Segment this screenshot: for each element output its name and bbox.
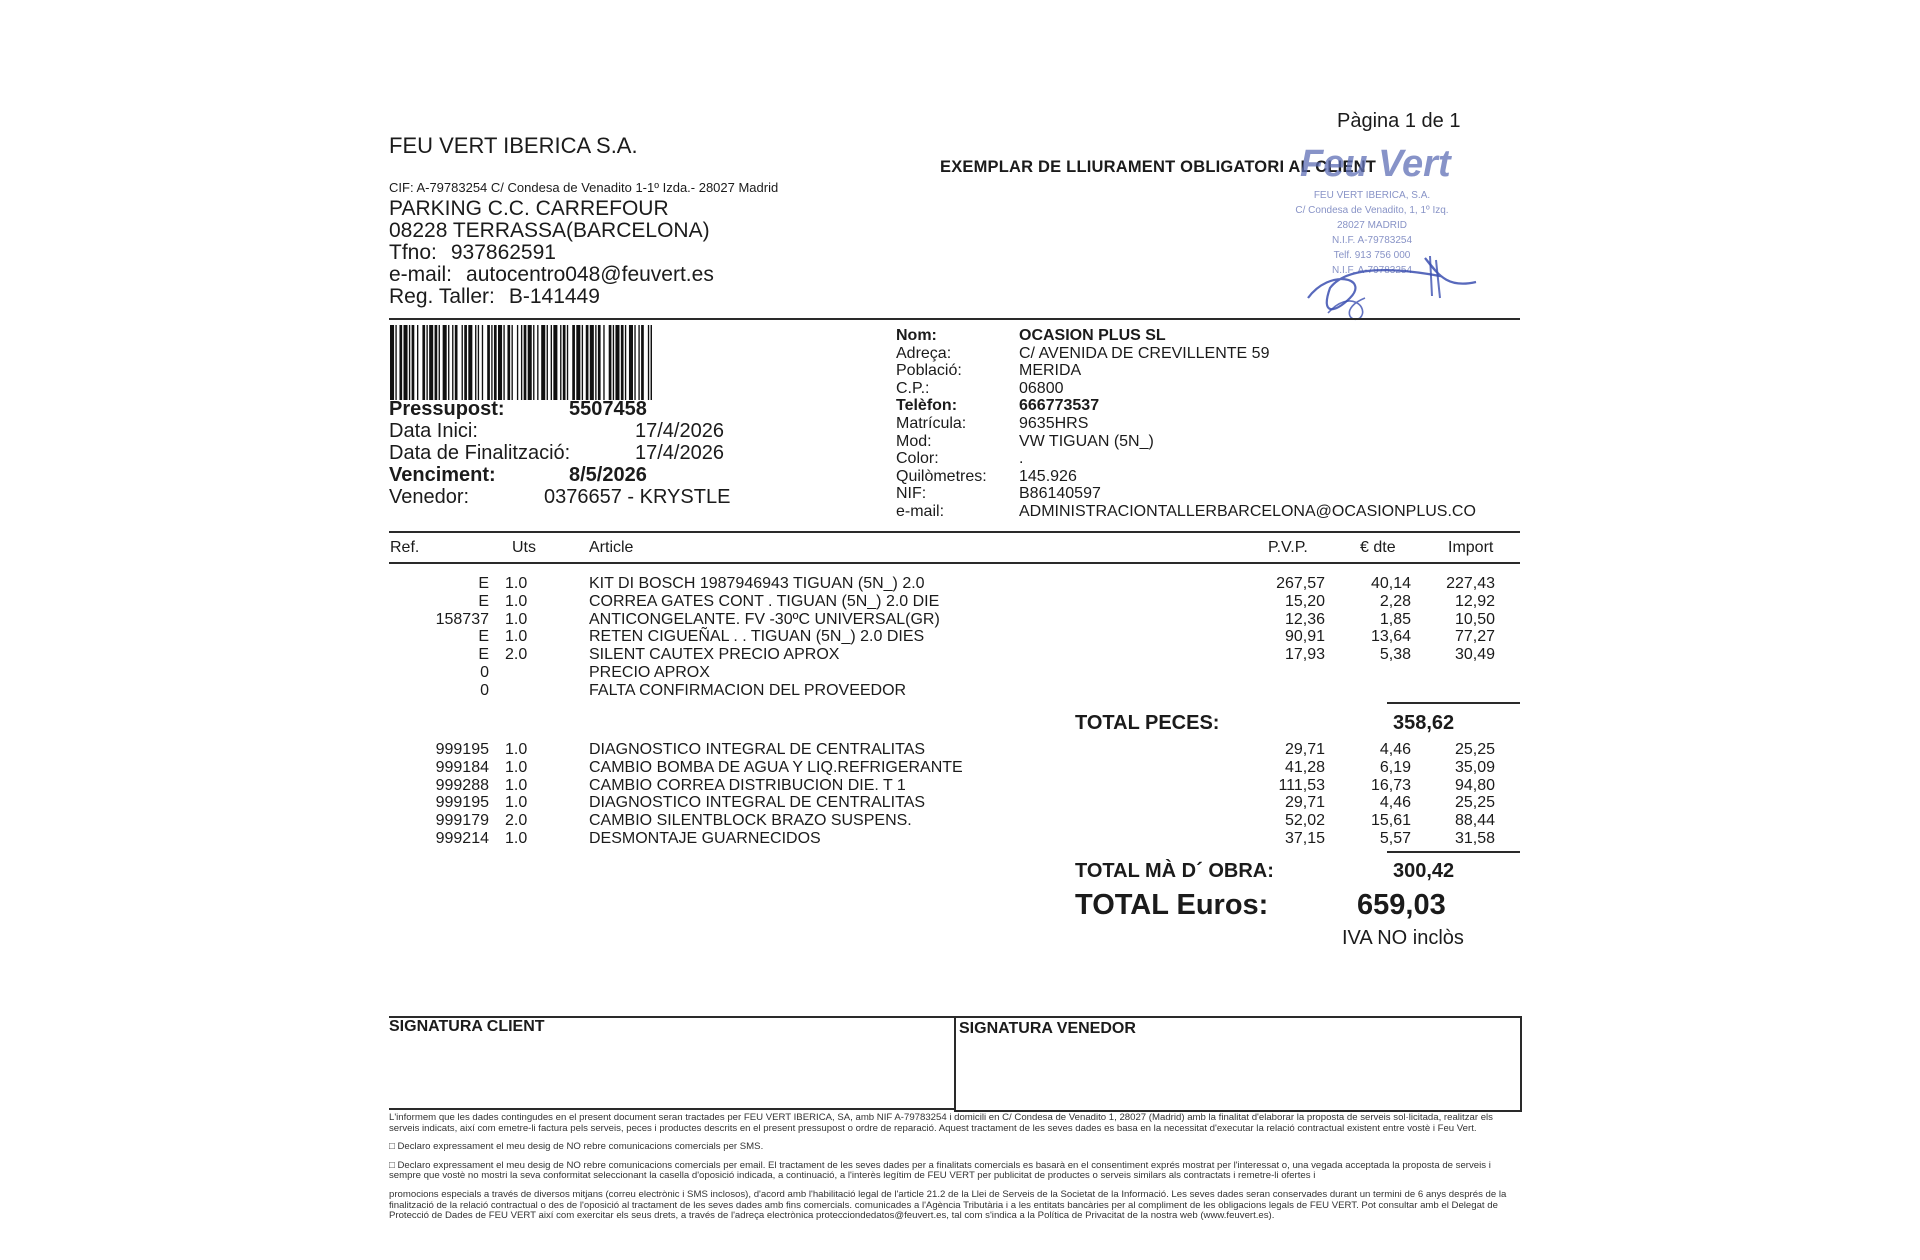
barcode-bar: [404, 325, 408, 400]
client-signature-label: SIGNATURA CLIENT: [389, 1018, 545, 1035]
parts-table: [389, 575, 1509, 700]
company-stamp: [1290, 138, 1480, 328]
cell-article: DIAGNOSTICO INTEGRAL DE CENTRALITAS: [589, 741, 926, 758]
legal-paragraph: □ Declaro expressament el meu desig de NO rebre comunicacions comercials per SMS.: [389, 1141, 764, 1153]
cell-ref: E: [478, 628, 489, 646]
customer-field-value: 666773537: [1019, 397, 1100, 415]
barcode-bar: [487, 325, 490, 400]
cell-discount: 5,38: [1379, 646, 1411, 664]
total-parts-value: 358,62: [1393, 712, 1455, 734]
barcode-bar: [521, 325, 522, 400]
barcode-bar: [651, 325, 652, 400]
cell-article: PRECIO APROX: [589, 663, 710, 681]
customer-details: [896, 327, 1526, 521]
barcode-bar: [512, 325, 513, 400]
company-phone-row: [389, 242, 714, 264]
cell-article: KIT DI BOSCH 1987946943 TIGUAN (5N_) 2.0: [589, 575, 925, 592]
customer-field-label: Quilòmetres:: [896, 467, 987, 485]
pressupost-row: [389, 398, 839, 420]
barcode-bar: [399, 325, 402, 400]
start-date-label: Data Inici:: [389, 420, 478, 442]
seller-signature-box[interactable]: [954, 1016, 1522, 1112]
cell-article: CAMBIO SILENTBLOCK BRAZO SUSPENS.: [589, 812, 912, 830]
company-name: FEU VERT IBERICA S.A.: [389, 133, 638, 158]
cell-ref: E: [478, 592, 489, 610]
svg-text:28027 MADRID: 28027 MADRID: [1336, 220, 1408, 231]
cell-article: DESMONTAJE GUARNECIDOS: [589, 829, 821, 847]
barcode-bar: [443, 325, 447, 400]
customer-row: [896, 380, 1526, 398]
company-address: [389, 198, 714, 308]
customer-row: [896, 362, 1526, 380]
svg-text:C/ Condesa de Venadito, 1, 1º: C/ Condesa de Venadito, 1, 1º Izq.: [1295, 205, 1449, 216]
cell-pvp: 90,91: [1284, 628, 1325, 646]
cell-article: DIAGNOSTICO INTEGRAL DE CENTRALITAS: [589, 794, 926, 812]
table-row: [389, 777, 1509, 795]
customer-field-label: Mod:: [896, 432, 932, 450]
cell-pvp: 37,15: [1284, 829, 1325, 847]
grand-total-label: TOTAL Euros:: [1075, 889, 1269, 921]
cell-import: 31,58: [1454, 829, 1495, 847]
cell-units: 1.0: [505, 628, 528, 646]
col-header-uts: Uts: [512, 539, 536, 556]
table-row: [389, 646, 1509, 664]
table-row: [389, 575, 1509, 593]
reg-label: Reg. Taller:: [389, 285, 495, 308]
barcode-bar: [528, 325, 532, 400]
cell-ref: 999179: [435, 812, 489, 830]
seller-value: 0376657 - KRYSTLE: [544, 486, 731, 508]
barcode-bar: [475, 325, 476, 400]
cell-units: 1.0: [505, 758, 528, 776]
barcode-bar: [560, 325, 561, 400]
customer-field-value: B86140597: [1019, 485, 1101, 503]
cell-ref: 999214: [435, 829, 489, 847]
customer-field-label: e-mail:: [896, 502, 945, 520]
customer-field-label: Nom:: [896, 327, 937, 344]
barcode-bar: [503, 325, 504, 400]
customer-field-label: NIF:: [896, 485, 927, 503]
barcode-bar: [648, 325, 649, 400]
cell-units: 1.0: [505, 794, 528, 812]
barcode-bar: [426, 325, 427, 400]
end-date: 17/4/2026: [635, 442, 724, 464]
cell-import: 10,50: [1454, 610, 1495, 628]
cell-article: SILENT CAUTEX PRECIO APROX: [589, 646, 840, 664]
barcode-bar: [576, 325, 580, 400]
customer-row: [896, 397, 1526, 415]
cell-article: FALTA CONFIRMACION DEL PROVEEDOR: [589, 681, 907, 699]
total-labour-value: 300,42: [1393, 860, 1455, 882]
seller-signature-label: SIGNATURA VENEDOR: [959, 1020, 1136, 1037]
barcode-bar: [412, 325, 415, 400]
legal-notice: [389, 1113, 1519, 1230]
svg-text:N.I.F. A-79783254: N.I.F. A-79783254: [1331, 265, 1413, 276]
customer-row: [896, 433, 1526, 451]
due-date-label: Venciment:: [389, 464, 496, 486]
customer-field-value: ADMINISTRACIONTALLERBARCELONA@OCASIONPLUS.CO: [1019, 502, 1476, 520]
barcode-bar: [448, 325, 449, 400]
cell-discount: 1,85: [1379, 610, 1411, 628]
total-parts-rule: [1387, 702, 1520, 704]
col-header-ref: Ref.: [390, 539, 420, 556]
legal-paragraph: L'informem que les dades contingudes en el present document seran tractades per FEU VERT IBERICA, SA, amb NIF A-79783254 i domicili en C/ Condesa de Venadito 1, 28027 (Madrid) amb la finalitat d'elaborar la proposta de serveis sol·licitada, realitzar els serveis indicats, així com emetre-li factura pels serveis, peces i productes descrits en el present pressupost o ordre de reparació. Aquest tractament de les seves dades es basa en la necessitat d'executar la relació contractual existent entre vostè i Feu Vert.: [389, 1112, 1493, 1134]
company-email-row: [389, 264, 714, 286]
barcode-bar: [567, 325, 568, 400]
cell-discount: 15,61: [1370, 812, 1411, 830]
barcode-bar: [462, 325, 463, 400]
cell-pvp: 17,93: [1284, 646, 1325, 664]
customer-field-value: VW TIGUAN (5N_): [1019, 432, 1154, 450]
barcode-bar: [563, 325, 566, 400]
labour-table: [389, 741, 1509, 848]
col-header-pvp: P.V.P.: [1268, 539, 1308, 556]
customer-row: [896, 327, 1526, 345]
start-date-row: [389, 420, 839, 442]
barcode: [390, 325, 652, 400]
table-row: [389, 628, 1509, 646]
total-labour-rule: [1387, 851, 1520, 853]
barcode-bar: [547, 325, 548, 400]
col-header-article: Article: [589, 539, 634, 556]
barcode-bar: [429, 325, 433, 400]
cell-pvp: 15,20: [1284, 592, 1325, 610]
customer-row: [896, 485, 1526, 503]
barcode-bar: [494, 325, 497, 400]
table-row: [389, 830, 1509, 848]
barcode-bar: [455, 325, 458, 400]
customer-row: [896, 503, 1526, 521]
cell-article: CORREA GATES CONT . TIGUAN (5N_) 2.0 DIE: [589, 592, 940, 610]
customer-field-value: OCASION PLUS SL: [1019, 327, 1166, 344]
customer-field-value: 145.926: [1019, 467, 1077, 485]
cell-discount: 4,46: [1379, 741, 1411, 758]
customer-row: [896, 468, 1526, 486]
barcode-bar: [621, 325, 624, 400]
barcode-bar: [613, 325, 614, 400]
barcode-bar: [498, 325, 502, 400]
customer-field-label: Població:: [896, 362, 962, 380]
client-signature-box[interactable]: [389, 1016, 954, 1110]
cell-pvp: 12,36: [1284, 610, 1325, 628]
cell-units: 2.0: [505, 812, 528, 830]
table-row: [389, 611, 1509, 629]
table-row: [389, 759, 1509, 777]
cell-import: 77,27: [1454, 628, 1495, 646]
barcode-bar: [435, 325, 438, 400]
cell-ref: 999288: [435, 776, 489, 794]
due-date-row: [389, 464, 839, 486]
seller-row: [389, 486, 839, 508]
page-number: Pàgina 1 de 1: [1337, 110, 1461, 132]
cell-units: 1.0: [505, 741, 528, 758]
barcode-bar: [491, 325, 492, 400]
cell-discount: 5,57: [1379, 829, 1411, 847]
cell-article: CAMBIO BOMBA DE AGUA Y LIQ.REFRIGERANTE: [589, 758, 963, 776]
barcode-bar: [533, 325, 534, 400]
due-date: 8/5/2026: [569, 464, 647, 486]
cell-pvp: 41,28: [1284, 758, 1325, 776]
barcode-bar: [439, 325, 440, 400]
barcode-bar: [468, 325, 472, 400]
address-line: PARKING C.C. CARREFOUR: [389, 197, 669, 220]
cell-import: 88,44: [1454, 812, 1495, 830]
cell-ref: 0: [480, 663, 489, 681]
barcode-bar: [609, 325, 612, 400]
barcode-bar: [537, 325, 538, 400]
cell-ref: 999195: [435, 794, 489, 812]
cell-article: RETEN CIGUEÑAL . . TIGUAN (5N_) 2.0 DIES: [589, 628, 925, 646]
customer-field-value: C/ AVENIDA DE CREVILLENTE 59: [1019, 344, 1270, 362]
barcode-bar: [464, 325, 467, 400]
total-labour-label: TOTAL MÀ D´ OBRA:: [1075, 860, 1274, 882]
barcode-bar: [452, 325, 453, 400]
barcode-bar: [409, 325, 410, 400]
stamp-logo: Feu Vert: [1300, 143, 1451, 185]
barcode-bar: [572, 325, 575, 400]
cell-pvp: 29,71: [1284, 741, 1325, 758]
cell-ref: E: [478, 646, 489, 664]
cell-pvp: 52,02: [1284, 812, 1325, 830]
barcode-bar: [629, 325, 633, 400]
customer-row: [896, 415, 1526, 433]
cell-discount: 4,46: [1379, 794, 1411, 812]
cell-ref: 158737: [435, 610, 489, 628]
total-parts-label: TOTAL PECES:: [1075, 712, 1220, 734]
cell-units: 1.0: [505, 575, 528, 592]
cell-import: 35,09: [1454, 758, 1495, 776]
pressupost-number: 5507458: [569, 398, 647, 420]
barcode-bar: [598, 325, 601, 400]
cell-units: 1.0: [505, 610, 528, 628]
company-phone: 937862591: [450, 241, 556, 264]
col-header-import: Import: [1448, 539, 1494, 556]
cell-discount: 40,14: [1370, 575, 1411, 592]
cell-discount: 2,28: [1379, 592, 1411, 610]
cell-import: 25,25: [1454, 741, 1495, 758]
cell-import: 30,49: [1454, 646, 1495, 664]
svg-text:FEU VERT IBERICA, S.A.: FEU VERT IBERICA, S.A.: [1313, 190, 1431, 201]
cell-article: ANTICONGELANTE. FV -30ºC UNIVERSAL(GR): [589, 610, 940, 628]
cell-import: 25,25: [1454, 794, 1495, 812]
customer-field-label: Matrícula:: [896, 414, 967, 432]
cell-pvp: 111,53: [1278, 776, 1325, 794]
barcode-bar: [541, 325, 545, 400]
customer-field-value: 06800: [1019, 379, 1064, 397]
col-header-discount: € dte: [1360, 539, 1396, 556]
barcode-bar: [641, 325, 644, 400]
cell-ref: 999184: [435, 758, 489, 776]
barcode-bar: [615, 325, 619, 400]
header-divider: [389, 318, 1520, 320]
barcode-bar: [395, 325, 396, 400]
table-row: [389, 741, 1509, 759]
barcode-bar: [553, 325, 557, 400]
customer-field-label: C.P.:: [896, 379, 930, 397]
barcode-bar: [551, 325, 552, 400]
cell-ref: 999195: [435, 741, 489, 758]
cell-import: 12,92: [1454, 592, 1495, 610]
barcode-bar: [634, 325, 635, 400]
barcode-bar: [524, 325, 527, 400]
table-row: [389, 664, 1509, 682]
cell-units: 1.0: [505, 776, 528, 794]
cell-units: 1.0: [505, 829, 528, 847]
cell-article: CAMBIO CORREA DISTRIBUCION DIE. T 1: [589, 776, 906, 794]
pressupost-label: Pressupost:: [389, 398, 505, 420]
legal-paragraph: promocions especials a través de diversos mitjans (correu electrònic i SMS inclosos), d'acord amb l'habilitació legal de l'article 21.2 de la Llei de Serveis de la Societat de la Informació. Les seves dades seran conservades durant un termini de 6 anys després de la finalització de la relació contractual o des de l'oposició al tractament de les seves dades amb fins comercials. comunicades a l'Agència Tributària i a les entitats bancàries per al compliment de les obligacions legals de FEU VERT. Pot consultar amb el Delegat de Protecció de Dades de FEU VERT així com exercitar els seus drets, a través de l'adreça electrònica protecciondedatos@feuvert.es, tal com s'indica a la Política de Privacitat de la nostra web (www.feuvert.es).: [389, 1188, 1507, 1222]
barcode-bar: [625, 325, 626, 400]
legal-paragraph: □ Declaro expressament el meu desig de NO rebre comunicacions comercials per email. El tractament de les seves dades per a finalitats comercials es basarà en el consentiment exprés mostrat per l'interessat o, una vegada acceptada la proposta de serveis i sempre que vostè no mostri la seva conformitat seleccionant la casella d'oposició indicada, a continuació, a l'interès legítim de FEU VERT per publicitat de productes o serveis similars als contractats i remetre-li ofertes i: [389, 1159, 1491, 1182]
barcode-bar: [586, 325, 589, 400]
phone-label: Tfno:: [389, 241, 437, 264]
company-reg-row: [389, 286, 714, 308]
barcode-bar: [582, 325, 583, 400]
customer-row: [896, 450, 1526, 468]
grand-total-value: 659,03: [1357, 889, 1446, 921]
customer-field-value: .: [1019, 450, 1024, 468]
barcode-bar: [603, 325, 604, 400]
customer-field-label: Telèfon:: [896, 397, 958, 415]
document-meta: [389, 398, 839, 508]
signature-top-rule: [389, 1016, 954, 1018]
company-cif: CIF: A-79783254 C/ Condesa de Venadito 1-1º Izda.- 28027 Madrid: [389, 180, 779, 195]
barcode-bar: [390, 325, 394, 400]
table-row: [389, 812, 1509, 830]
email-label: e-mail:: [389, 263, 453, 286]
cell-import: 227,43: [1446, 575, 1495, 592]
end-date-row: [389, 442, 839, 464]
customer-field-label: Adreça:: [896, 344, 952, 362]
barcode-bar: [595, 325, 596, 400]
barcode-bar: [478, 325, 479, 400]
barcode-bar: [422, 325, 425, 400]
table-row: [389, 682, 1509, 700]
svg-text:Telf. 913 756 000: Telf. 913 756 000: [1333, 250, 1411, 261]
start-date: 17/4/2026: [635, 420, 724, 442]
cell-ref: E: [478, 575, 489, 592]
cell-pvp: 29,71: [1284, 794, 1325, 812]
exemplar-notice: EXEMPLAR DE LLIURAMENT OBLIGATORI AL CLIENT: [940, 158, 1377, 176]
company-email: autocentro048@feuvert.es: [466, 263, 714, 286]
cell-ref: 0: [480, 681, 489, 699]
customer-row: [896, 345, 1526, 363]
table-row: [389, 794, 1509, 812]
customer-field-value: MERIDA: [1019, 362, 1082, 380]
barcode-bar: [638, 325, 639, 400]
barcode-bar: [417, 325, 418, 400]
vat-note: IVA NO inclòs: [1342, 927, 1464, 949]
barcode-bar: [590, 325, 594, 400]
cell-discount: 16,73: [1370, 776, 1411, 794]
cell-import: 94,80: [1454, 776, 1495, 794]
cell-discount: 6,19: [1379, 758, 1411, 776]
cell-units: 1.0: [505, 592, 528, 610]
svg-text:N.I.F. A-79783254: N.I.F. A-79783254: [1331, 235, 1413, 246]
barcode-bar: [517, 325, 518, 400]
cell-pvp: 267,57: [1276, 575, 1325, 592]
end-date-label: Data de Finalització:: [389, 442, 571, 464]
customer-field-label: Color:: [896, 450, 939, 468]
address-line: 08228 TERRASSA(BARCELONA): [389, 219, 710, 242]
cell-units: 2.0: [505, 646, 528, 664]
seller-label: Venedor:: [389, 486, 470, 508]
barcode-bar: [507, 325, 510, 400]
cell-discount: 13,64: [1370, 628, 1411, 646]
barcode-bar: [482, 325, 483, 400]
customer-field-value: 9635HRS: [1019, 414, 1089, 432]
table-top-rule: [389, 531, 1520, 533]
company-reg: B-141449: [508, 285, 600, 308]
table-row: [389, 593, 1509, 611]
table-header-rule: [389, 562, 1520, 564]
